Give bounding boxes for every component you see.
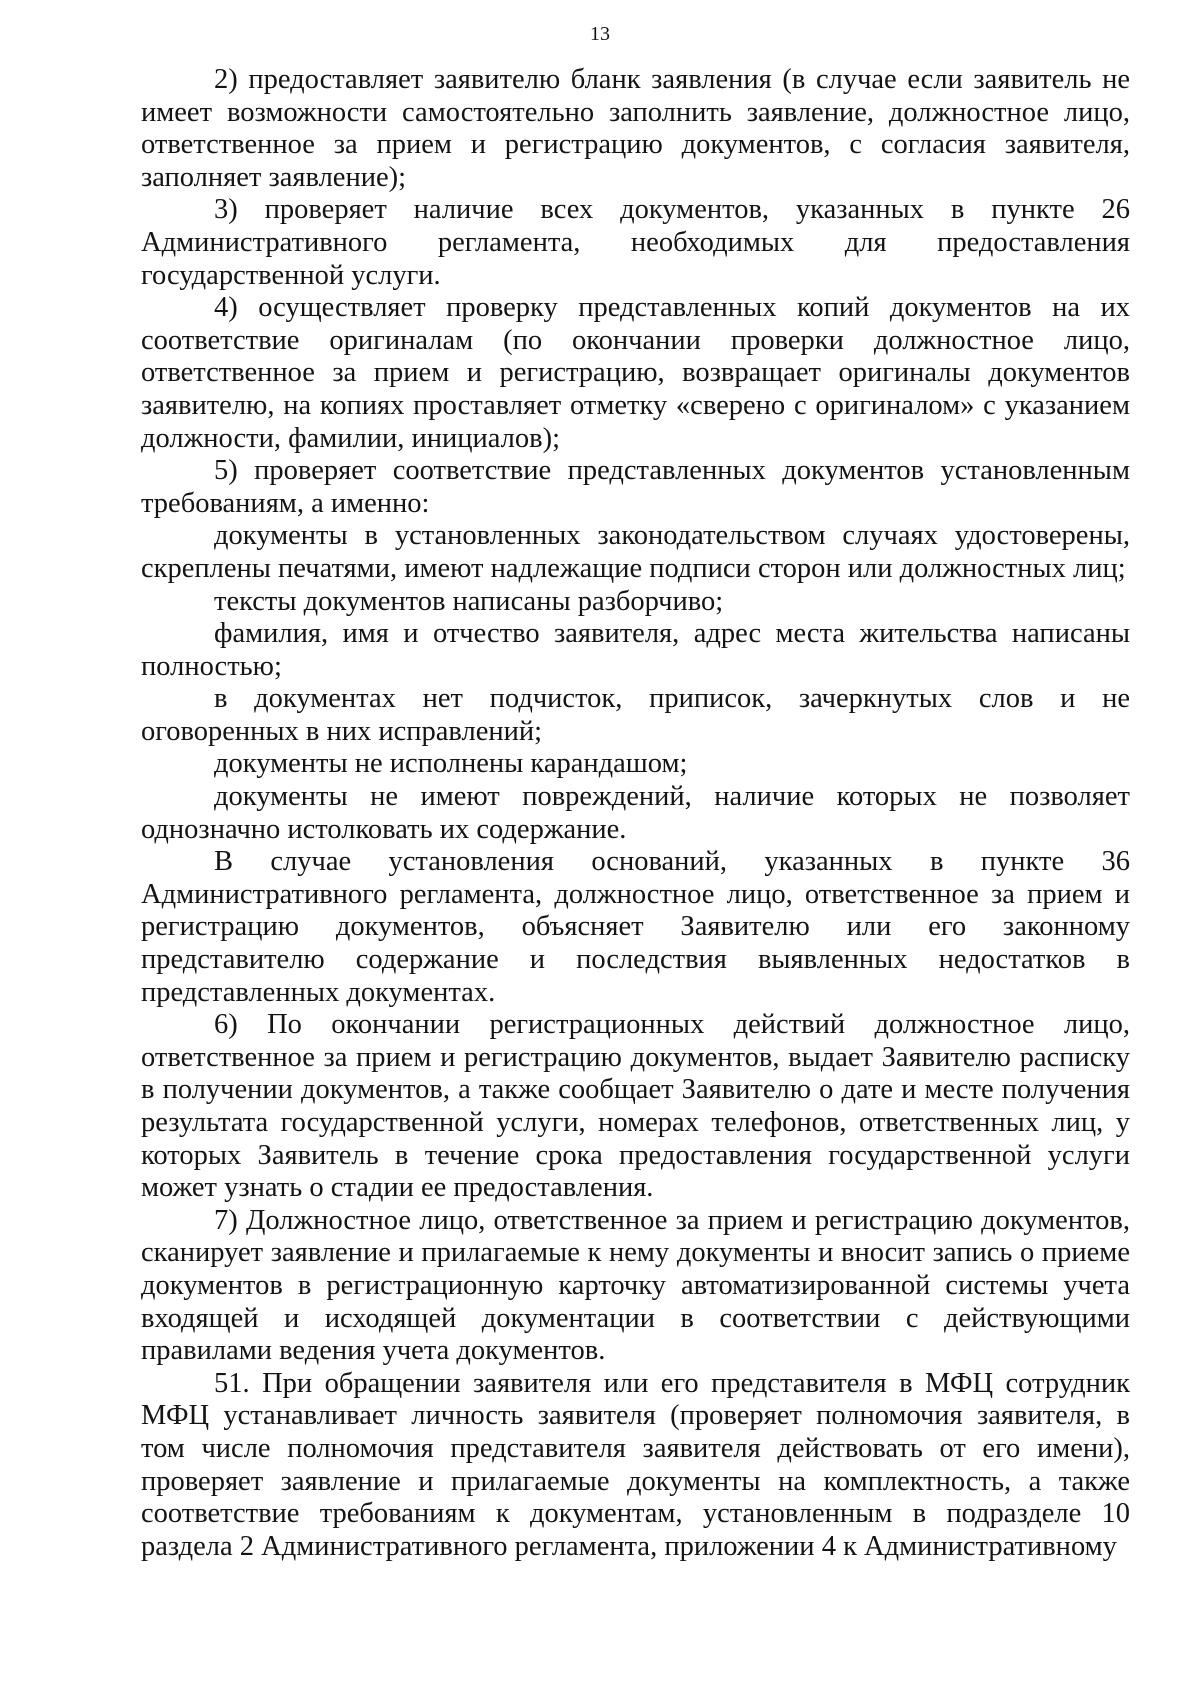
- document-body: [141, 64, 1130, 1563]
- paragraph-item-5: 5) проверяет соответствие представленных документов установленным требованиям, а именно:: [141, 455, 1130, 519]
- page-number: 13: [590, 23, 610, 45]
- paragraph-item-4: 4) осуществляет проверку представленных копий документов на их соответствие оригиналам (по окончании проверки должностное лицо, ответственное за прием и регистрацию, возвращает оригиналы документов заявителю, на копиях проставляет отметку «сверено с оригиналом» с указанием должности, фамилии, инициалов);: [141, 292, 1130, 454]
- paragraph-requirement-full-name: фамилия, имя и отчество заявителя, адрес места жительства написаны полностью;: [141, 618, 1130, 682]
- paragraph-requirement-certified: документы в установленных законодательством случаях удостоверены, скреплены печатями, имеют надлежащие подписи сторон или должностных лиц;: [141, 520, 1130, 584]
- paragraph-requirement-no-pencil: документы не исполнены карандашом;: [214, 748, 688, 780]
- paragraph-requirement-legible: тексты документов написаны разборчиво;: [214, 585, 724, 617]
- paragraph-requirement-no-erasures: в документах нет подчисток, приписок, зачеркнутых слов и не оговоренных в них исправлений;: [141, 683, 1130, 747]
- paragraph-section-51: 51. При обращении заявителя или его представителя в МФЦ сотрудник МФЦ устанавливает личность заявителя (проверяет полномочия заявителя, в том числе полномочия представителя заявителя действовать от его имени), проверяет заявление и прилагаемые документы на комплектность, а также соответствие требованиям к документам, установленным в подразделе 10 раздела 2 Административного регламента, приложении 4 к Административному: [141, 1367, 1130, 1562]
- paragraph-grounds-point-36: В случае установления оснований, указанных в пункте 36 Административного регламента, должностное лицо, ответственное за прием и регистрацию документов, объясняет Заявителю или его законному представителю содержание и последствия выявленных недостатков в представленных документах.: [141, 846, 1130, 1008]
- paragraph-item-3: 3) проверяет наличие всех документов, указанных в пункте 26 Административного регламента, необходимых для предоставления государственной услуги.: [141, 194, 1130, 291]
- paragraph-item-7: 7) Должностное лицо, ответственное за прием и регистрацию документов, сканирует заявление и прилагаемые к нему документы и вносит запись о приеме документов в регистрационную карточку автоматизированной системы учета входящей и исходящей документации в соответствии с действующими правилами ведения учета документов.: [141, 1204, 1130, 1367]
- paragraph-item-6: 6) По окончании регистрационных действий должностное лицо, ответственное за прием и регистрацию документов, выдает Заявителю расписку в получении документов, а также сообщает Заявителю о дате и месте получения результата государственной услуги, номерах телефонов, ответственных лиц, у которых Заявитель в течение срока предоставления государственной услуги может узнать о стадии ее предоставления.: [141, 1009, 1130, 1204]
- paragraph-item-2: 2) предоставляет заявителю бланк заявления (в случае если заявитель не имеет возможности самостоятельно заполнить заявление, должностное лицо, ответственное за прием и регистрацию документов, с согласия заявителя, заполняет заявление);: [141, 64, 1130, 193]
- paragraph-requirement-no-damage: документы не имеют повреждений, наличие которых не позволяет однозначно истолковать их содержание.: [141, 781, 1130, 845]
